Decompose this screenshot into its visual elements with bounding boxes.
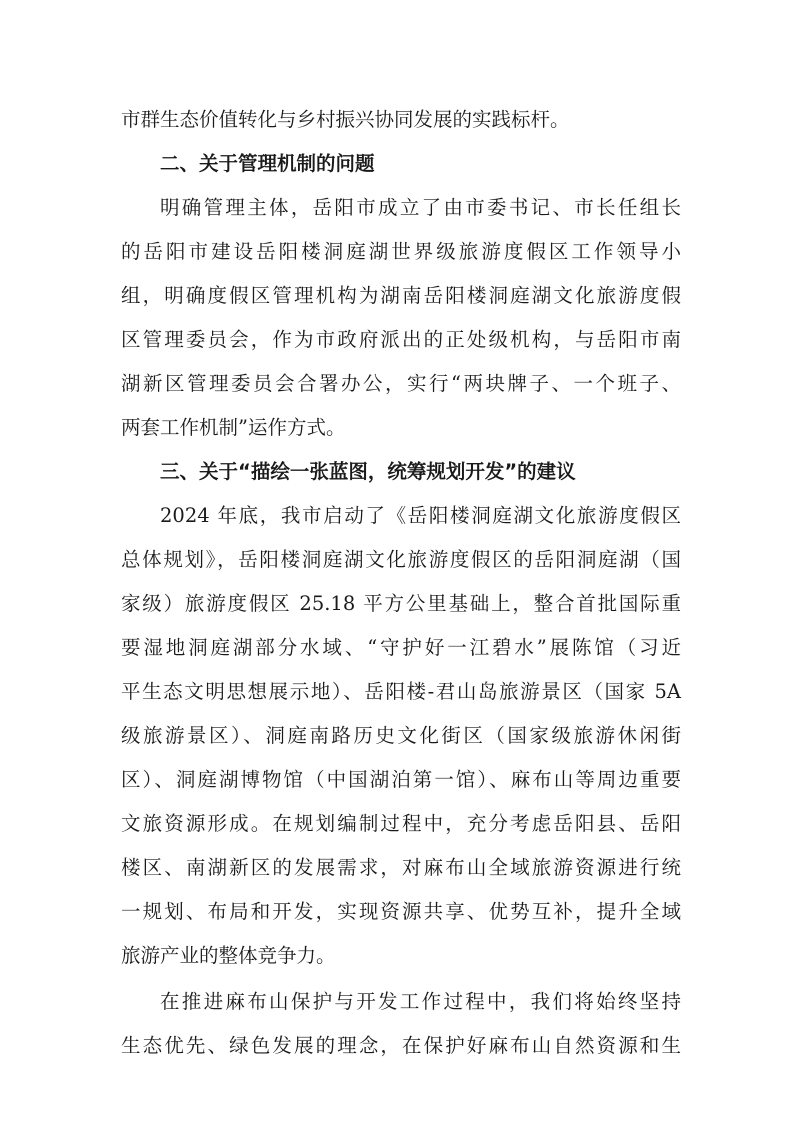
paragraph-line: 两套工作机制”运作方式。 <box>121 416 346 439</box>
paragraph-line: 的岳阳市建设岳阳楼洞庭湖世界级旅游度假区工作领导小 <box>121 240 681 263</box>
paragraph-line: 组，明确度假区管理机构为湖南岳阳楼洞庭湖文化旅游度假 <box>121 284 681 307</box>
paragraph-line: 在推进麻布山保护与开发工作过程中，我们将始终坚持 <box>160 990 681 1013</box>
paragraph-line: 平生态文明思想展示地）、岳阳楼-君山岛旅游景区（国家 5A <box>121 680 681 703</box>
paragraph-line: 级旅游景区）、洞庭南路历史文化街区（国家级旅游休闲街 <box>121 724 681 747</box>
section-heading-blueprint-suggestion: 三、关于“描绘一张蓝图，统筹规划开发”的建议 <box>160 460 576 483</box>
paragraph-line: 文旅资源形成。在规划编制过程中，充分考虑岳阳县、岳阳 <box>121 812 681 835</box>
paragraph-line: 要湿地洞庭湖部分水域、“守护好一江碧水”展陈馆（习近 <box>121 636 681 659</box>
section-heading-management-mechanism: 二、关于管理机制的问题 <box>160 152 375 175</box>
paragraph-line: 市群生态价值转化与乡村振兴协同发展的实践标杆。 <box>121 108 570 131</box>
paragraph-line: 区）、洞庭湖博物馆（中国湖泊第一馆）、麻布山等周边重要 <box>121 768 681 791</box>
paragraph-line: 总体规划》，岳阳楼洞庭湖文化旅游度假区的岳阳洞庭湖（国 <box>121 548 681 571</box>
paragraph-line: 2024 年底，我市启动了《岳阳楼洞庭湖文化旅游度假区 <box>160 504 681 527</box>
paragraph-line: 家级）旅游度假区 25.18 平方公里基础上，整合首批国际重 <box>121 592 681 615</box>
paragraph-line: 一规划、布局和开发，实现资源共享、优势互补，提升全域 <box>121 900 681 923</box>
paragraph-line: 楼区、南湖新区的发展需求，对麻布山全域旅游资源进行统 <box>121 856 681 879</box>
paragraph-line: 湖新区管理委员会合署办公，实行“两块牌子、一个班子、 <box>121 372 681 395</box>
paragraph-line: 区管理委员会，作为市政府派出的正处级机构，与岳阳市南 <box>121 328 681 351</box>
paragraph-line: 明确管理主体，岳阳市成立了由市委书记、市长任组长 <box>160 196 681 219</box>
paragraph-line: 生态优先、绿色发展的理念，在保护好麻布山自然资源和生 <box>121 1034 681 1057</box>
paragraph-line: 旅游产业的整体竞争力。 <box>121 944 336 967</box>
